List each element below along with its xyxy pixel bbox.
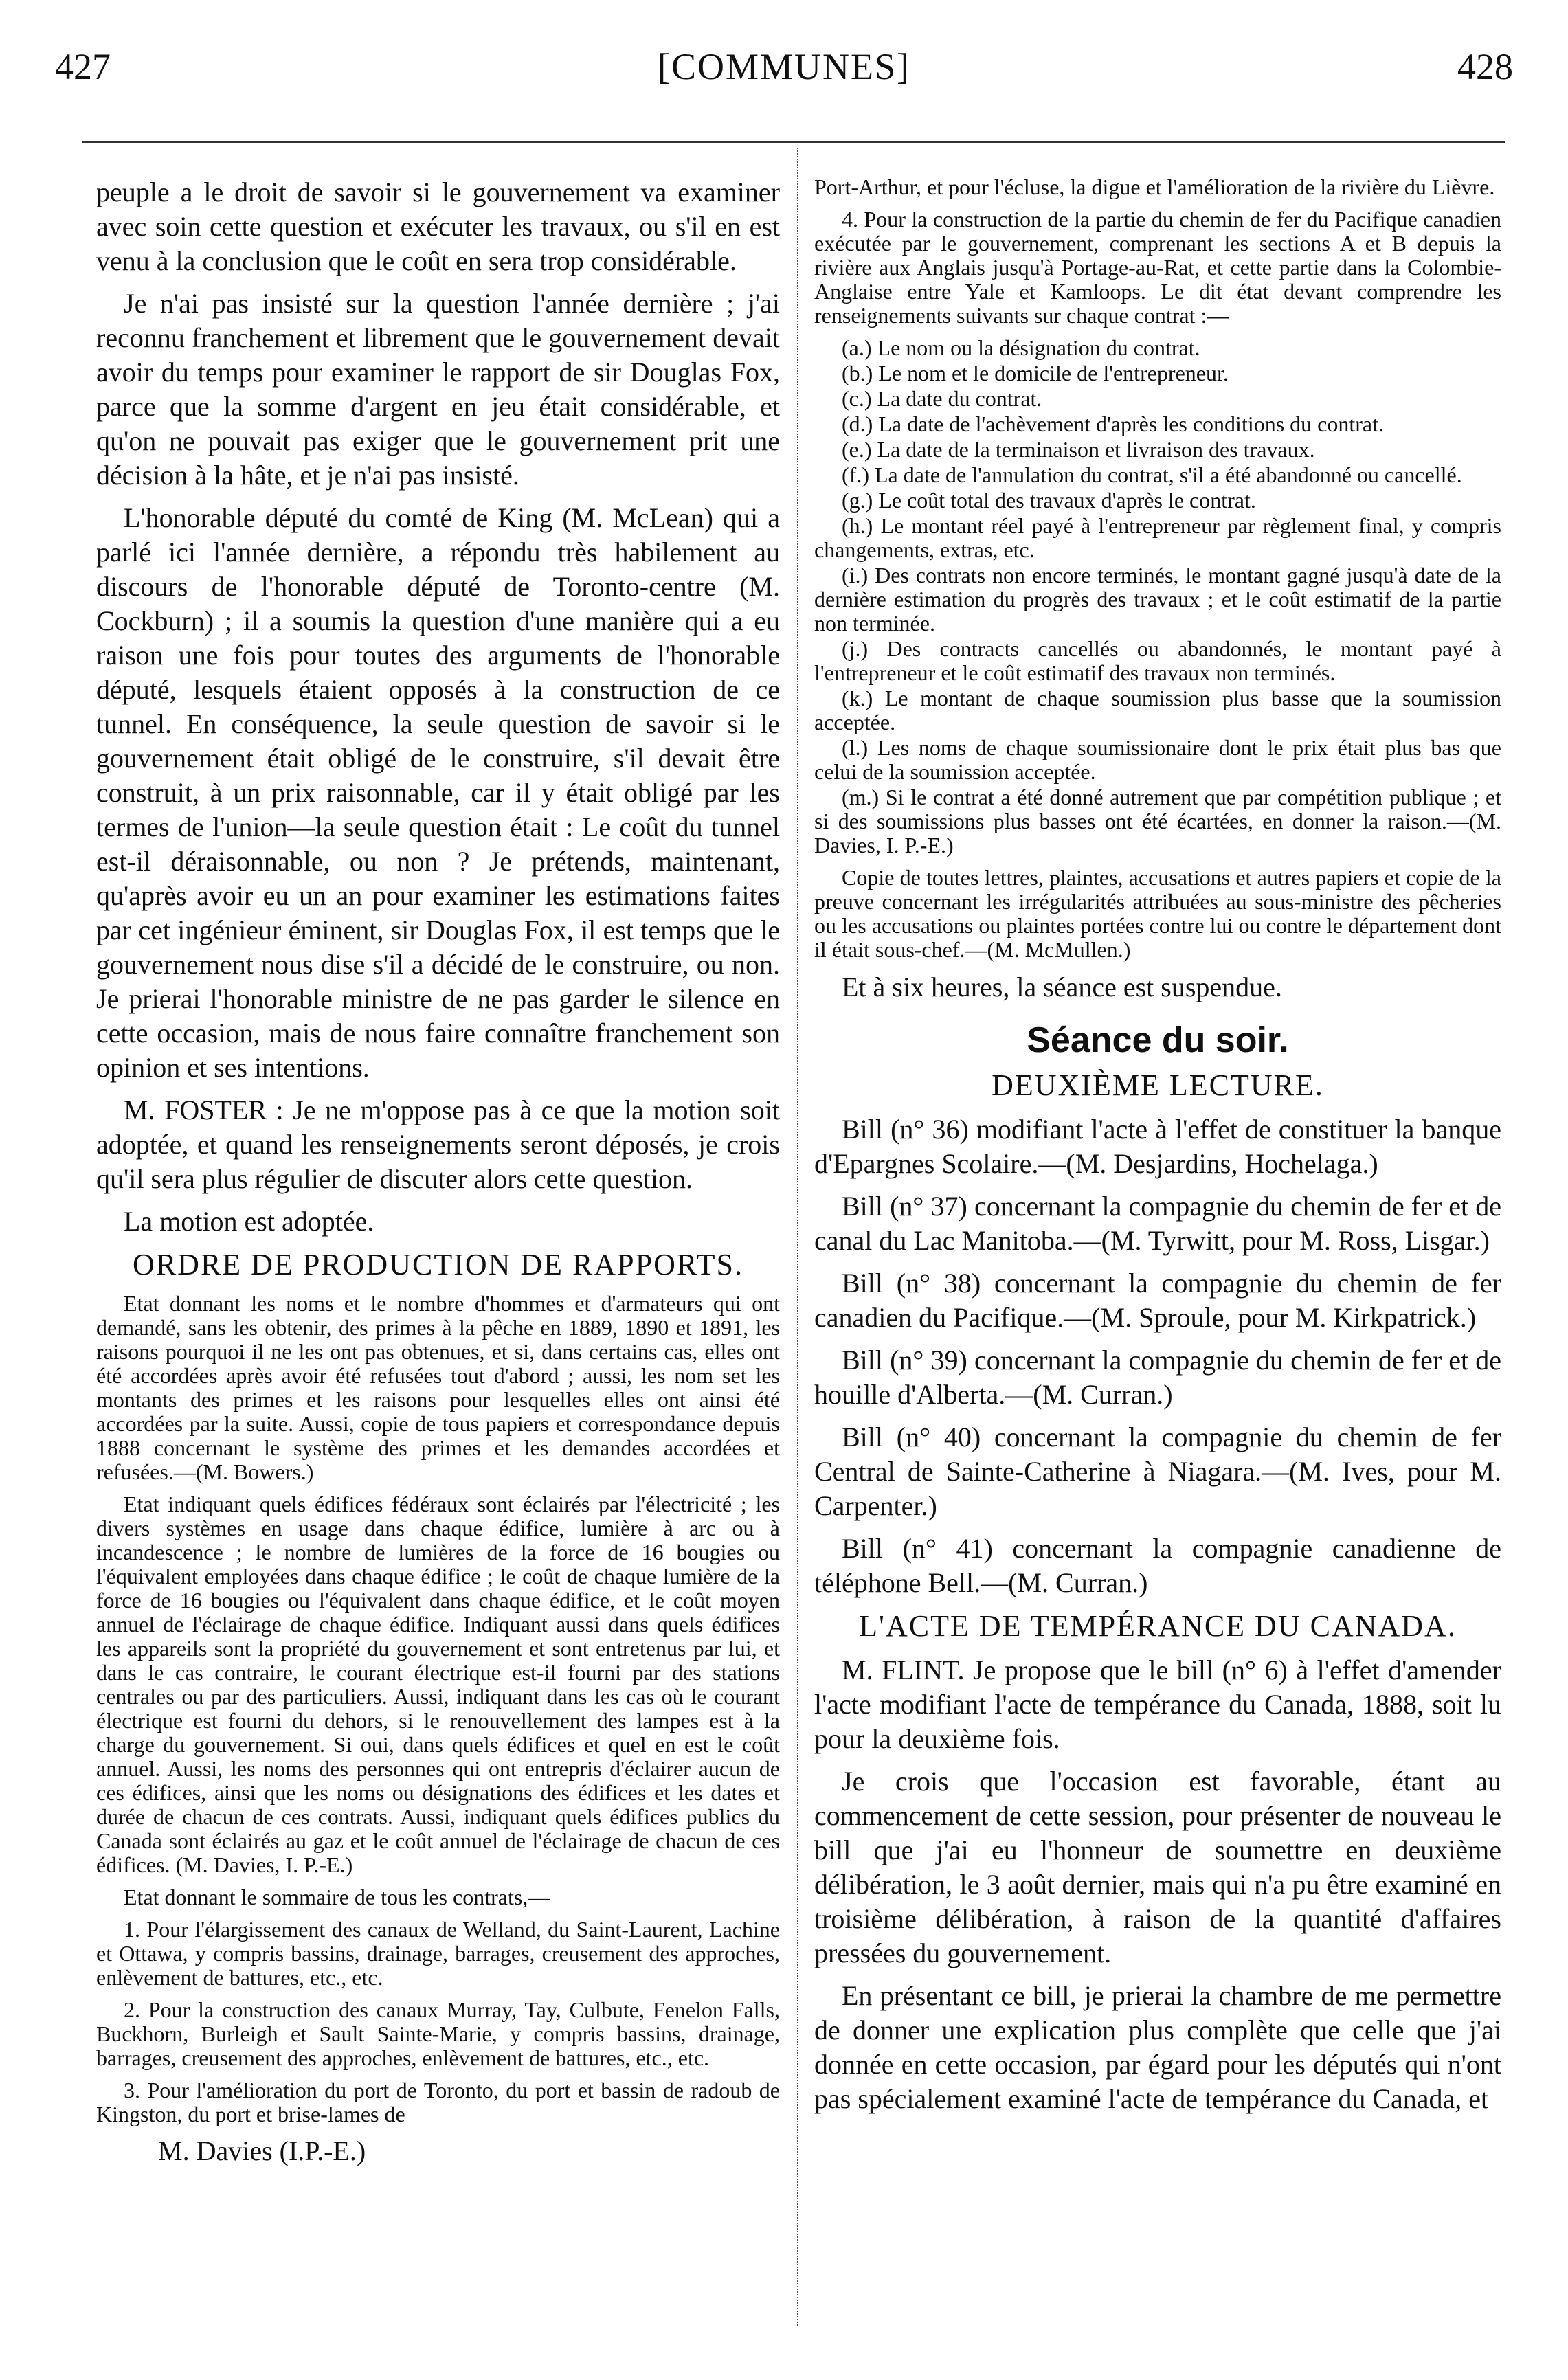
paragraph: L'honorable député du comté de King (M. McLean) qui a parlé ici l'année dernière, a répondu très habilement au discours de l'honorable député de Toronto-centre (M. Cockburn) ; il a soumis la question d'une manière qui a eu raison une fois pour toutes des arguments de l'honorable député, lesquels étaient opposés à la construction de ce tunnel. En conséquence, la seule question de savoir si le gouvernement était obligé de le construire, s'il devait être construit, à un prix raisonnable, car il y était obligé par les termes de l'union—la seule question était : Le coût du tunnel est-il déraisonnable, ou non ? Je prétends, maintenant, qu'après avoir eu un an pour examiner les estimations faites par cet ingénieur éminent, sir Douglas Fox, il est temps que le gouvernement nous dise s'il a décidé de le construire, ou non. Je prierai l'honorable ministre de ne pas garder le silence en cette occasion, mais de nous faire connaître franchement son opinion et ses intentions.	[96, 502, 780, 1083]
page-number-right: 428	[1457, 46, 1513, 87]
list-item: (l.) Les noms de chaque soumissionaire dont le prix était plus bas que celui de la soumission acceptée.	[814, 735, 1501, 784]
paragraph: M. FOSTER : Je ne m'oppose pas à ce que la motion soit adoptée, et quand les renseignements seront déposés, je crois qu'il sera plus régulier de discuter alors cette question.	[96, 1094, 780, 1194]
bill-entry: Bill (n° 41) concernant la compagnie canadienne de téléphone Bell.—(M. Curran.)	[814, 1533, 1501, 1598]
paragraph: La motion est adoptée.	[124, 1206, 374, 1237]
paragraph: Copie de toutes lettres, plaintes, accusations et autres papiers et copie de la preuve concernant les irrégularités attribuées au sous-ministre des pêcheries ou les accusations ou plaintes portées contre lui ou contre le département dont il était sous-chef.—(M. McMullen.)	[814, 865, 1501, 962]
return-order: 3. Pour l'amélioration du port de Toronto, du port et bassin de radoub de Kingston, du port et brise-lames de	[96, 2078, 780, 2126]
bill-entry: Bill (n° 40) concernant la compagnie du chemin de fer Central de Sainte-Catherine à Niagara.—(M. Ives, pour M. Carpenter.)	[814, 1422, 1501, 1521]
list-item: (h.) Le montant réel payé à l'entrepreneur par règlement final, y compris changements, extras, etc.	[814, 513, 1501, 562]
section-heading: ORDRE DE PRODUCTION DE RAPPORTS.	[133, 1248, 743, 1281]
return-order: 1. Pour l'élargissement des canaux de Welland, du Saint-Laurent, Lachine et Ottawa, y compris bassins, drainage, barrages, creusement des approches, enlèvement de battures, etc., etc.	[96, 1917, 780, 1990]
bill-entry: Bill (n° 39) concernant la compagnie du chemin de fer et de houille d'Alberta.—(M. Curran.)	[814, 1345, 1501, 1410]
header-rule	[82, 141, 1505, 143]
list-item: (b.) Le nom et le domicile de l'entrepreneur.	[842, 361, 1229, 385]
return-order: 2. Pour la construction des canaux Murray, Tay, Culbute, Fenelon Falls, Buckhorn, Burleigh et Sault Sainte-Marie, y compris bassins, drainage, barrages, creusement des approches, enlèvement de battures, etc., etc.	[96, 1997, 780, 2070]
bill-entry: Bill (n° 36) modifiant l'acte à l'effet de constituer la banque d'Epargnes Scolaire.—(M. Desjardins, Hochelaga.)	[814, 1114, 1501, 1179]
list-item: (g.) Le coût total des travaux d'après le contrat.	[842, 488, 1256, 513]
list-item: (d.) La date de l'achèvement d'après les conditions du contrat.	[842, 412, 1385, 436]
return-order: Etat donnant les noms et le nombre d'hommes et d'armateurs qui ont demandé, sans les obtenir, des primes à la pêche en 1889, 1890 et 1891, les raisons pourquoi il ne les ont pas obtenues, et si, dans certains cas, elles ont été accordées après avoir été refusées tout d'abord ; aussi, les nom set les montants des primes et les raisons pour lesquelles elles ont ainsi été accordées par la suite. Aussi, copie de tous papiers et correspondance depuis 1888 concernant le système des primes et les demandes accordées et refusées.—(M. Bowers.)	[96, 1291, 780, 1484]
list-item: (j.) Des contracts cancellés ou abandonnés, le montant payé à l'entrepreneur et le coût estimatif des travaux non terminés.	[814, 636, 1501, 685]
paragraph: Je crois que l'occasion est favorable, étant au commencement de cette session, pour présenter de nouveau le bill que j'ai eu l'honneur de soumettre en deuxième délibération, le 3 août dernier, mais qui n'a pu être examiné en troisième délibération, à raison de la quantité d'affaires pressées du gouvernement.	[814, 1766, 1501, 1968]
paragraph: Je n'ai pas insisté sur la question l'année dernière ; j'ai reconnu franchement et librement que le gouvernement devait avoir du temps pour examiner le rapport de sir Douglas Fox, parce que la somme d'argent en jeu était considérable, et qu'on ne pouvait pas exiger que le gouvernement prit une décision à la hâte, et je n'ai pas insisté.	[96, 288, 780, 491]
column-divider	[797, 148, 798, 2326]
left-column	[96, 175, 780, 2167]
section-heading: L'ACTE DE TEMPÉRANCE DU CANADA.	[859, 1609, 1457, 1643]
return-order: Etat indiquant quels édifices fédéraux sont éclairés par l'électricité ; les divers systèmes en usage dans chaque édifice, lumière à arc ou à incandescence ; le nombre de lumières de la force de 16 bougies ou l'équivalent employées dans chaque édifice ; le coût de chaque lumière de la force de 16 bougies ou l'équivalent dans chaque édifice, et le coût moyen annuel de l'éclairage de chaque édifice. Indiquant aussi dans quels édifices les appareils sont la propriété du gouvernement et sont entretenus par lui, et dans le cas contraire, le courant électrique est-il fourni par des stations centrales ou par des particuliers. Aussi, indiquant dans les cas où le courant électrique est fourni du dehors, si le renouvellement des lampes est à la charge du gouvernement. Si oui, dans quels édifices et quel en est le coût annuel. Aussi, les noms des personnes qui ont entrepris d'éclairer aucun de ces édifices, ainsi que les noms ou désignations des édifices et les dates et durée de chacun de ces contrats. Aussi, indiquant quels édifices publics du Canada sont éclairés au gaz et le coût annuel de l'éclairage de chacun de ces édifices. (M. Davies, I. P.-E.)	[96, 1492, 780, 1877]
paragraph: Et à six heures, la séance est suspendue.	[842, 972, 1282, 1002]
paragraph: Port-Arthur, et pour l'écluse, la digue et l'amélioration de la rivière du Lièvre.	[814, 175, 1495, 199]
list-item: (a.) Le nom ou la désignation du contrat.	[842, 335, 1200, 360]
list-item: (m.) Si le contrat a été donné autrement que par compétition publique ; et si des soumissions plus basses ont été écartées, en donner la raison.—(M. Davies, I. P.-E.)	[814, 785, 1501, 857]
page-header	[55, 45, 1513, 93]
section-heading: DEUXIÈME LECTURE.	[992, 1068, 1324, 1102]
paragraph: peuple a le droit de savoir si le gouvernement va examiner avec soin cette question et exécuter les travaux, ou s'il en est venu à la conclusion que le coût en sera trop considérable.	[96, 177, 780, 276]
paragraph: En présentant ce bill, je prierai la chambre de me permettre de donner une explication plus complète que celle que j'ai donnée en cette occasion, par égard pour les députés qui n'ont pas spécialement examiné l'acte de tempérance du Canada, et	[814, 1980, 1501, 2114]
paragraph: M. FLINT. Je propose que le bill (n° 6) à l'effet d'amender l'acte modifiant l'acte de tempérance du Canada, 1888, soit lu pour la deuxième fois.	[814, 1654, 1501, 1754]
bill-entry: Bill (n° 37) concernant la compagnie du chemin de fer et de canal du Lac Manitoba.—(M. Tyrwitt, pour M. Ross, Lisgar.)	[814, 1191, 1501, 1256]
list-item: (i.) Des contrats non encore terminés, le montant gagné jusqu'à date de la dernière estimation du progrès des travaux ; et le coût estimatif de la partie non terminée.	[814, 563, 1501, 636]
list-item: (e.) La date de la terminaison et livraison des travaux.	[842, 437, 1315, 462]
section-title: [COMMUNES]	[657, 46, 911, 87]
list-item: (k.) Le montant de chaque soumission plus basse que la soumission acceptée.	[814, 686, 1501, 734]
session-heading: Séance du soir.	[1027, 1020, 1289, 1060]
bill-entry: Bill (n° 38) concernant la compagnie du chemin de fer canadien du Pacifique.—(M. Sproule, pour M. Kirkpatrick.)	[814, 1268, 1501, 1333]
list-item: (f.) La date de l'annulation du contrat, s'il a été abandonné ou cancellé.	[842, 462, 1462, 487]
return-order: Etat donnant le sommaire de tous les contrats,—	[124, 1885, 550, 1909]
page-number-left: 427	[55, 46, 111, 87]
list-item: (c.) La date du contrat.	[842, 386, 1042, 411]
paragraph: 4. Pour la construction de la partie du chemin de fer du Pacifique canadien exécutée par le gouvernement, comprenant les sections A et B depuis la rivière aux Anglais jusqu'à Portage-au-Rat, et cette partie dans la Colombie-Anglaise entre Yale et Kamloops. Le dit état devant comprendre les renseignements suivants sur chaque contrat :—	[814, 207, 1501, 328]
signature-line: M. Davies (I.P.-E.)	[158, 2135, 366, 2166]
right-column	[814, 175, 1501, 2124]
